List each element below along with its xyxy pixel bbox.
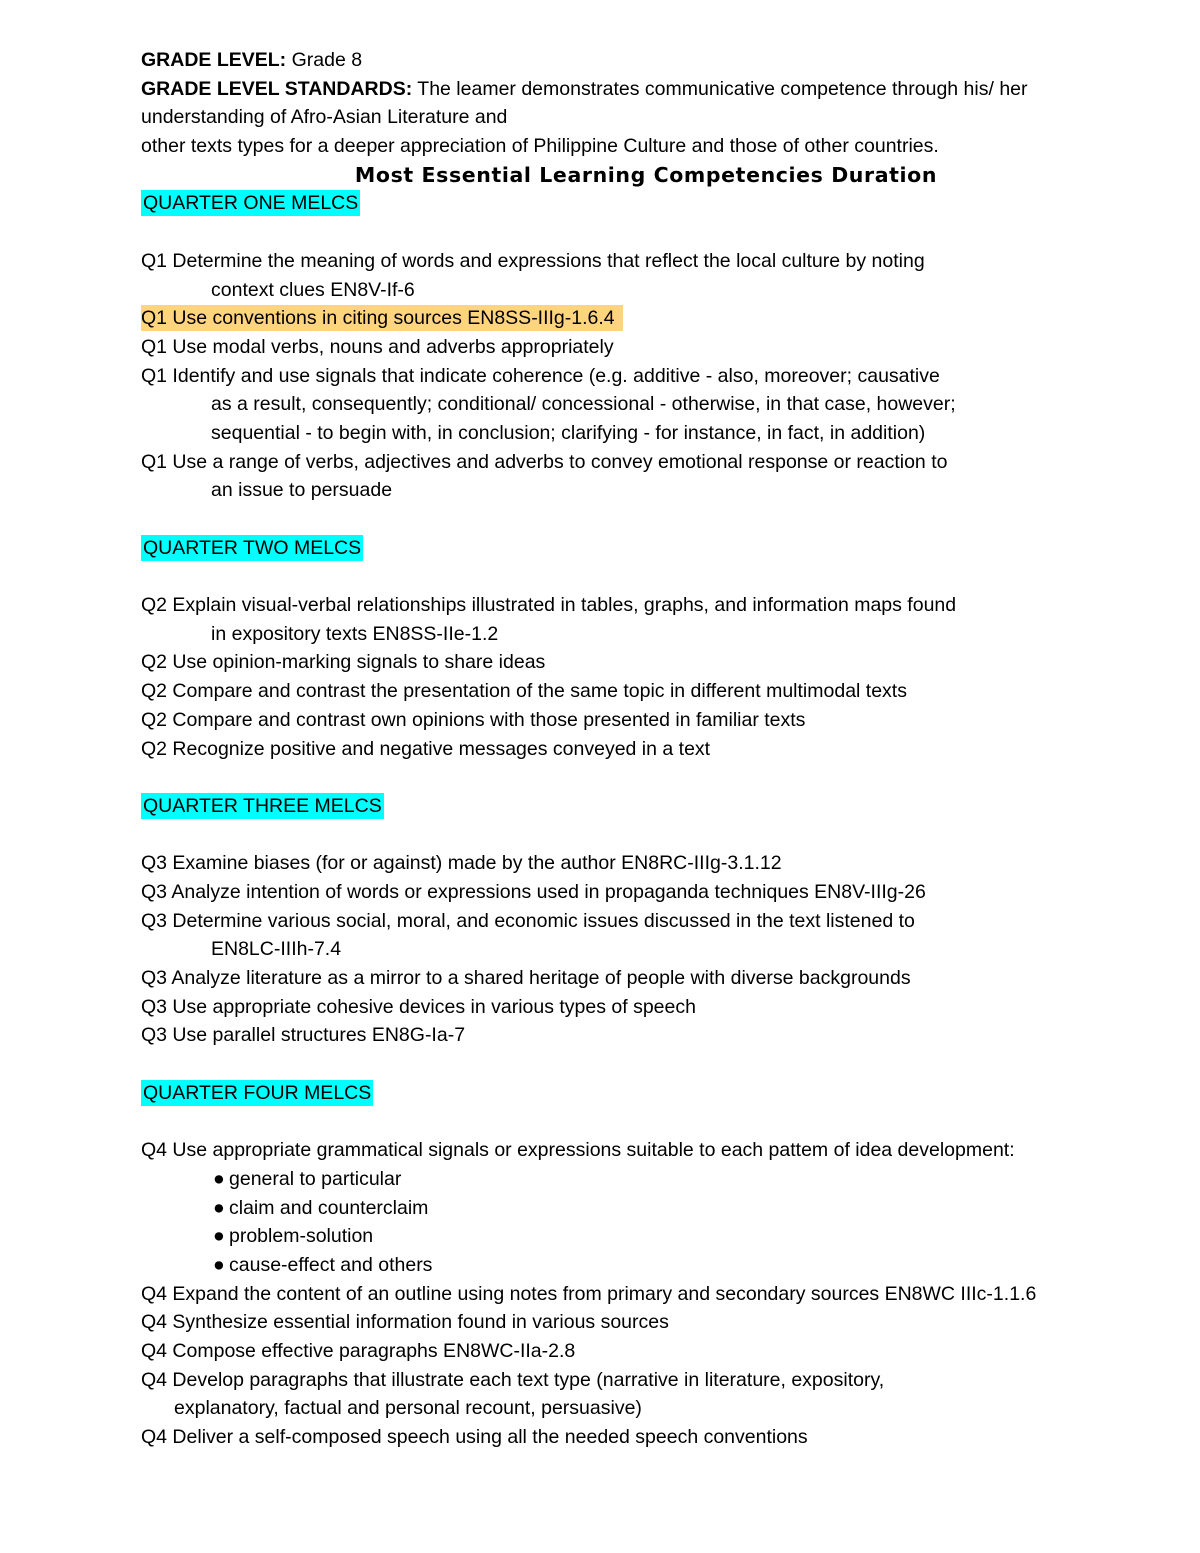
standards-label: GRADE LEVEL STANDARDS: bbox=[141, 77, 413, 100]
quarter-three-heading-row bbox=[141, 792, 1151, 821]
bullet-icon: ● bbox=[213, 1253, 225, 1276]
standards-line-2: understanding of Afro-Asian Literature and bbox=[141, 106, 508, 129]
document-content bbox=[141, 46, 1151, 1452]
quarter-four-heading-row bbox=[141, 1079, 1151, 1108]
list-item-continuation: EN8LC-IIIh-7.4 bbox=[211, 938, 342, 961]
list-item: Q2 Explain visual-verbal relationships illustrated in tables, graphs, and information maps found bbox=[141, 594, 957, 617]
bullet-item bbox=[141, 1222, 1151, 1251]
list-item: Q4 Develop paragraphs that illustrate each text type (narrative in literature, expository, bbox=[141, 1368, 885, 1391]
page-title: Most Essential Learning Competencies Duration bbox=[354, 162, 938, 187]
bullet-item bbox=[141, 1165, 1151, 1194]
list-item: Q2 Compare and contrast the presentation of the same topic in different multimodal texts bbox=[141, 680, 907, 703]
list-item: Q3 Use parallel structures EN8G-Ia-7 bbox=[141, 1024, 466, 1047]
list-item-continuation: sequential - to begin with, in conclusion; clarifying - for instance, in fact, in addition) bbox=[211, 421, 926, 444]
quarter-two-heading: QUARTER TWO MELCS bbox=[143, 536, 362, 559]
grade-level-line bbox=[141, 46, 1151, 75]
spacer bbox=[141, 763, 1151, 792]
list-item: Q4 Use appropriate grammatical signals or expressions suitable to each pattem of idea development: bbox=[141, 1139, 1015, 1162]
spacer bbox=[141, 821, 1151, 850]
list-item-highlighted-row bbox=[141, 304, 1151, 333]
bullet-text: problem-solution bbox=[229, 1225, 374, 1248]
list-item: Q3 Analyze intention of words or expressions used in propaganda techniques EN8V-IIIg-26 bbox=[141, 880, 926, 903]
list-item: Q2 Use opinion-marking signals to share ideas bbox=[141, 651, 546, 674]
grade-level-label: GRADE LEVEL: bbox=[141, 49, 287, 71]
bullet-icon: ● bbox=[213, 1196, 225, 1219]
list-item-continuation: an issue to persuade bbox=[211, 479, 393, 502]
list-item-continuation: explanatory, factual and personal recount, persuasive) bbox=[174, 1397, 642, 1420]
list-item-continuation: in expository texts EN8SS-IIe-1.2 bbox=[211, 622, 499, 645]
list-item: Q1 Use a range of verbs, adjectives and adverbs to convey emotional response or reaction to bbox=[141, 450, 948, 473]
bullet-item bbox=[141, 1194, 1151, 1223]
list-item: Q3 Examine biases (for or against) made by the author EN8RC-IIIg-3.1.12 bbox=[141, 852, 782, 875]
bullet-text: cause-effect and others bbox=[229, 1253, 433, 1276]
spacer bbox=[141, 1050, 1151, 1079]
list-item: Q4 Deliver a self-composed speech using all the needed speech conventions bbox=[141, 1426, 808, 1448]
list-item: Q4 Compose effective paragraphs EN8WC-IIa-2.8 bbox=[141, 1339, 576, 1362]
list-item: Q3 Determine various social, moral, and economic issues discussed in the text listened to bbox=[141, 909, 915, 932]
quarter-one-heading: QUARTER ONE MELCS bbox=[143, 192, 359, 215]
bullet-text: general to particular bbox=[229, 1167, 402, 1190]
quarter-three-heading: QUARTER THREE MELCS bbox=[143, 794, 382, 817]
list-item-highlighted: Q1 Use conventions in citing sources EN8SS-IIIg-1.6.4 bbox=[141, 305, 623, 331]
list-item-continuation: as a result, consequently; conditional/ concessional - otherwise, in that case, however; bbox=[211, 393, 956, 416]
standards-line-3: other texts types for a deeper appreciation of Philippine Culture and those of other countries. bbox=[141, 135, 939, 158]
list-item: Q1 Determine the meaning of words and expressions that reflect the local culture by noting bbox=[141, 249, 925, 272]
standards-text-1: The leamer demonstrates communicative competence through his/ her bbox=[412, 77, 1028, 100]
spacer bbox=[141, 562, 1151, 591]
bullet-item bbox=[141, 1251, 1151, 1280]
quarter-two-heading-row bbox=[141, 534, 1151, 563]
list-item: Q3 Analyze literature as a mirror to a shared heritage of people with diverse backgrounds bbox=[141, 967, 911, 989]
quarter-four-heading: QUARTER FOUR MELCS bbox=[143, 1081, 372, 1104]
bullet-icon: ● bbox=[213, 1225, 225, 1248]
list-item: Q1 Identify and use signals that indicate coherence (e.g. additive - also, moreover; causative bbox=[141, 364, 940, 387]
list-item: Q2 Compare and contrast own opinions with those presented in familiar texts bbox=[141, 708, 806, 731]
spacer bbox=[141, 505, 1151, 534]
grade-level-value: Grade 8 bbox=[286, 49, 363, 71]
bullet-icon: ● bbox=[213, 1167, 225, 1190]
spacer bbox=[141, 1107, 1151, 1136]
list-item: Q2 Recognize positive and negative messages conveyed in a text bbox=[141, 737, 711, 760]
quarter-one-heading-row bbox=[141, 189, 1151, 218]
spacer bbox=[141, 218, 1151, 247]
list-item: Q1 Use modal verbs, nouns and adverbs appropriately bbox=[141, 335, 614, 358]
list-item: Q4 Synthesize essential information found in various sources bbox=[141, 1311, 669, 1334]
list-item: Q4 Expand the content of an outline using notes from primary and secondary sources EN8WC IIIc-1.1.6 bbox=[141, 1282, 1037, 1305]
list-item: Q3 Use appropriate cohesive devices in various types of speech bbox=[141, 995, 696, 1018]
standards-line-1 bbox=[141, 75, 1151, 104]
list-item-continuation: context clues EN8V-If-6 bbox=[211, 278, 415, 301]
bullet-text: claim and counterclaim bbox=[229, 1196, 429, 1219]
